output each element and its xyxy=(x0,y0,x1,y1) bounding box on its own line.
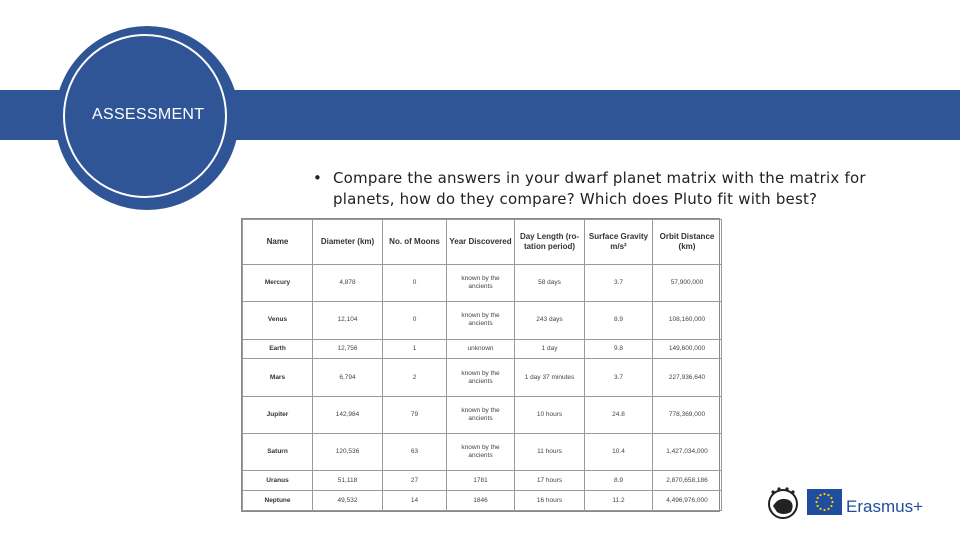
header-day-length: Day Length (ro-tation period) xyxy=(515,220,585,265)
cell-surface-gravity: 8.9 xyxy=(585,471,653,491)
cell-orbit-distance: 1,427,034,000 xyxy=(653,434,722,471)
table-row xyxy=(243,434,722,471)
cell-name: Jupiter xyxy=(243,396,313,433)
cell-day-length: 16 hours xyxy=(515,491,585,511)
cell-day-length: 1 day xyxy=(515,339,585,359)
cell-day-length: 1 day 37 minutes xyxy=(515,359,585,396)
cell-surface-gravity: 3.7 xyxy=(585,359,653,396)
cell-name: Saturn xyxy=(243,434,313,471)
cell-name: Uranus xyxy=(243,471,313,491)
cell-orbit-distance: 2,870,658,186 xyxy=(653,471,722,491)
cell-moons: 79 xyxy=(383,396,447,433)
bullet-text-line-2: planets, how do they compare? Which does Pluto fit with best? xyxy=(333,190,818,208)
table-row xyxy=(243,265,722,302)
cell-name: Earth xyxy=(243,339,313,359)
cell-year-discovered: 1781 xyxy=(447,471,515,491)
cell-moons: 63 xyxy=(383,434,447,471)
erasmus-label: Erasmus+ xyxy=(846,497,923,516)
cell-orbit-distance: 778,369,000 xyxy=(653,396,722,433)
cell-day-length: 11 hours xyxy=(515,434,585,471)
header-year-discovered: Year Discovered xyxy=(447,220,515,265)
table-row xyxy=(243,491,722,511)
header-surface-gravity: Surface Gravity m/s² xyxy=(585,220,653,265)
cell-surface-gravity: 11.2 xyxy=(585,491,653,511)
cell-year-discovered: unknown xyxy=(447,339,515,359)
cell-surface-gravity: 9.8 xyxy=(585,339,653,359)
cell-diameter: 6,794 xyxy=(313,359,383,396)
header-name: Name xyxy=(243,220,313,265)
cell-day-length: 243 days xyxy=(515,302,585,339)
cell-year-discovered: known by the ancients xyxy=(447,302,515,339)
table-row xyxy=(243,359,722,396)
cell-surface-gravity: 8.9 xyxy=(585,302,653,339)
cell-name: Mars xyxy=(243,359,313,396)
cell-surface-gravity: 10.4 xyxy=(585,434,653,471)
cell-moons: 0 xyxy=(383,302,447,339)
cell-year-discovered: 1846 xyxy=(447,491,515,511)
table-row xyxy=(243,302,722,339)
cell-name: Venus xyxy=(243,302,313,339)
table-header-row xyxy=(243,220,722,265)
cell-diameter: 120,536 xyxy=(313,434,383,471)
cell-diameter: 4,878 xyxy=(313,265,383,302)
table-row xyxy=(243,471,722,491)
cell-orbit-distance: 149,600,000 xyxy=(653,339,722,359)
cell-diameter: 51,118 xyxy=(313,471,383,491)
planet-matrix-table xyxy=(241,218,720,512)
cell-surface-gravity: 3.7 xyxy=(585,265,653,302)
cell-year-discovered: known by the ancients xyxy=(447,434,515,471)
cell-diameter: 12,104 xyxy=(313,302,383,339)
cell-orbit-distance: 108,160,000 xyxy=(653,302,722,339)
globe-icon xyxy=(767,486,799,520)
cell-diameter: 49,532 xyxy=(313,491,383,511)
bullet-text-line-1: Compare the answers in your dwarf planet matrix with the matrix for xyxy=(333,169,866,187)
cell-year-discovered: known by the ancients xyxy=(447,396,515,433)
cell-name: Neptune xyxy=(243,491,313,511)
eu-flag-icon xyxy=(807,489,842,515)
header-diameter: Diameter (km) xyxy=(313,220,383,265)
header-moons: No. of Moons xyxy=(383,220,447,265)
cell-diameter: 142,984 xyxy=(313,396,383,433)
bullet-marker: • xyxy=(313,169,322,187)
cell-day-length: 10 hours xyxy=(515,396,585,433)
cell-moons: 0 xyxy=(383,265,447,302)
table-row xyxy=(243,396,722,433)
slide-title: ASSESSMENT xyxy=(92,106,205,123)
cell-name: Mercury xyxy=(243,265,313,302)
cell-year-discovered: known by the ancients xyxy=(447,265,515,302)
bullet-point xyxy=(313,168,873,210)
header-orbit-distance: Orbit Distance (km) xyxy=(653,220,722,265)
cell-day-length: 17 hours xyxy=(515,471,585,491)
cell-moons: 2 xyxy=(383,359,447,396)
cell-moons: 27 xyxy=(383,471,447,491)
cell-moons: 1 xyxy=(383,339,447,359)
cell-orbit-distance: 57,900,000 xyxy=(653,265,722,302)
table-row xyxy=(243,339,722,359)
cell-surface-gravity: 24.8 xyxy=(585,396,653,433)
cell-day-length: 58 days xyxy=(515,265,585,302)
cell-orbit-distance: 4,496,976,000 xyxy=(653,491,722,511)
cell-moons: 14 xyxy=(383,491,447,511)
cell-diameter: 12,756 xyxy=(313,339,383,359)
cell-year-discovered: known by the ancients xyxy=(447,359,515,396)
cell-orbit-distance: 227,936,640 xyxy=(653,359,722,396)
erasmus-logo xyxy=(765,484,945,524)
